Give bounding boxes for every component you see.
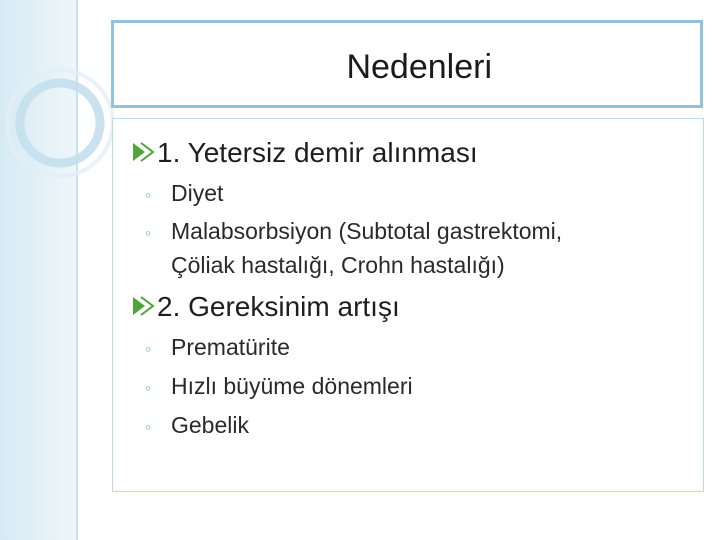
list-item-text: Diyet bbox=[171, 180, 224, 206]
ring-bullet-icon: ◦ bbox=[145, 339, 152, 359]
section-heading-1 bbox=[131, 137, 478, 169]
ring-bullet-icon: ◦ bbox=[145, 185, 152, 205]
list-item bbox=[145, 370, 413, 404]
list-item-text: Malabsorbsiyon (Subtotal gastrektomi, bbox=[171, 218, 563, 244]
ring-bullet-icon: ◦ bbox=[145, 223, 152, 243]
list-item bbox=[145, 215, 562, 281]
list-item-text: Prematürite bbox=[171, 334, 290, 360]
list-item bbox=[145, 331, 290, 365]
list-item-text: Hızlı büyüme dönemleri bbox=[171, 373, 413, 399]
title-box bbox=[111, 20, 703, 108]
section-heading-1-label: 1. Yetersiz demir alınması bbox=[157, 137, 478, 168]
list-item-text: Gebelik bbox=[171, 412, 249, 438]
content-box bbox=[112, 118, 704, 492]
list-item bbox=[145, 409, 249, 443]
ring-bullet-icon: ◦ bbox=[145, 417, 152, 437]
arrow-check-icon bbox=[131, 141, 155, 163]
section-heading-2-label: 2. Gereksinim artışı bbox=[157, 291, 400, 322]
ring-bullet-icon: ◦ bbox=[145, 378, 152, 398]
slide-title: Nedenleri bbox=[346, 48, 492, 86]
list-item bbox=[145, 177, 223, 211]
section-heading-2 bbox=[131, 291, 400, 323]
list-item-continuation: Çöliak hastalığı, Crohn hastalığı) bbox=[171, 252, 505, 278]
arrow-check-icon bbox=[131, 295, 155, 317]
